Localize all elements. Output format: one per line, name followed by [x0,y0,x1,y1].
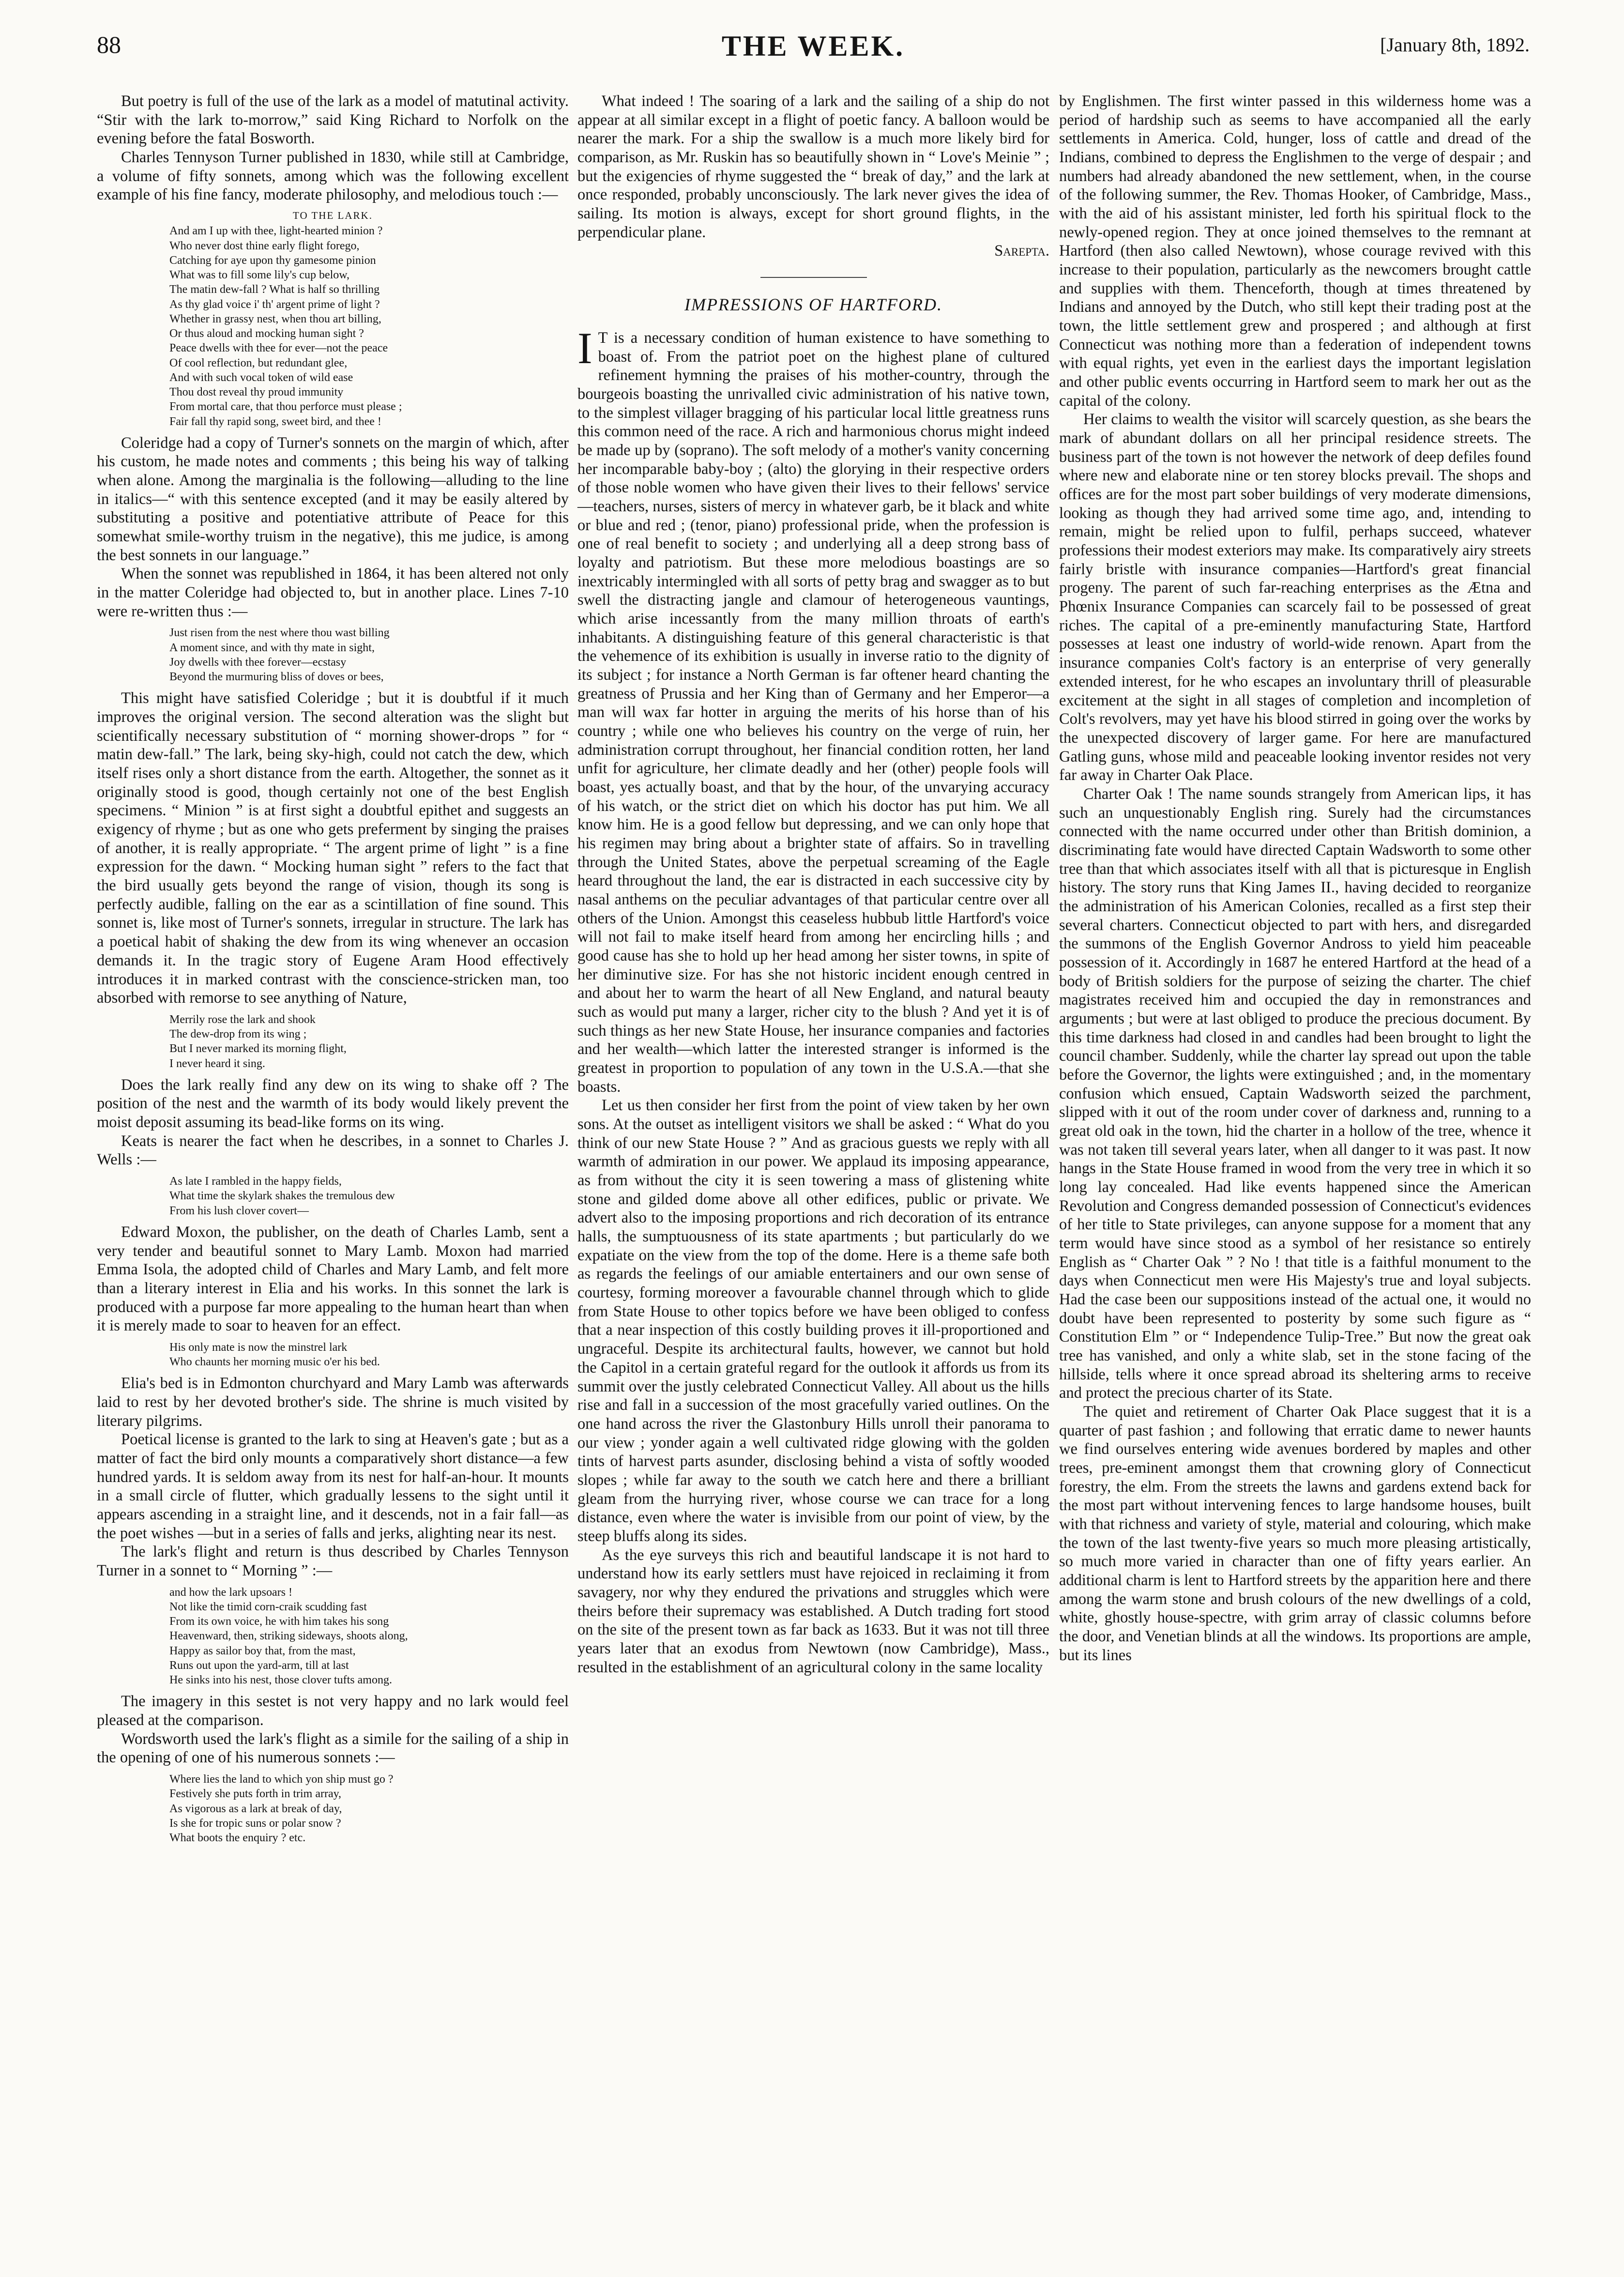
paragraph: Edward Moxon, the publisher, on the death of Charles Lamb, sent a very tender and beautiful sonnet to Mary Lamb. Moxon had married Emma Isola, the adopted child of Charles and Mary Lamb, and felt more than a literary interest in Elia and his works. In this sonnet the lark is produced with a purpose far more appealing to the human heart than when it is merely made to soar to heaven for an effect. [97,1223,569,1335]
poem-keats [169,1174,569,1218]
poem-line: Or thus aloud and mocking human sight ? [169,327,364,340]
paragraph: Charles Tennyson Turner published in 1830, while still at Cambridge, a volume of fifty sonnets, among which was the following excellent example of his fine fancy, moderate philosophy, and melodious touch :— [97,149,569,204]
poem-line: Fair fall thy rapid song, sweet bird, and thee ! [169,415,381,428]
issue-date: [January 8th, 1892. [1380,34,1530,56]
publication-title: THE WEEK. [721,30,905,62]
poem-line: Who chaunts her morning music o'er his bed. [169,1356,380,1369]
paragraph [577,323,1049,1097]
poem-line: Heavenward, then, striking sideways, shoots along, [169,1630,408,1643]
paragraph: When the sonnet was republished in 1864, it has been altered not only in the matter Coleridge had objected to, but in another place. Lines 7-10 were re-written thus :— [97,565,569,620]
poem-line: Beyond the murmuring bliss of doves or bees, [169,671,384,684]
paragraph: The quiet and retirement of Charter Oak Place suggest that it is a quarter of past fashion ; and following that erratic dame to newer haunts we find ourselves entering wide avenues bordered by maples and other trees, pre-eminent amongst them that crowning glory of Connecticut forestry, the elm. From the streets the lawns and gardens extend back for the most part without intervening fences to large handsome houses, built with that richness and variety of style, material and colouring, which make the town of the last twenty-five years so much more pleasing artistically, so much more varied in character than one of fifty years earlier. An additional charm is lent to Hartford streets by the apparition here and there among the warm stone and brush colours of the new dwellings of a cold, white, ghostly house-spectre, with grim array of classic columns before the door, and Venetian blinds at all the windows. Its proportions are ample, but its lines [1059,1403,1531,1664]
paragraph: Does the lark really find any dew on its wing to shake off ? The position of the nest and the warmth of its body would likely prevent the moist deposit assuming its bead-like forms on its wing. [97,1076,569,1131]
paragraph: What indeed ! The soaring of a lark and the sailing of a ship do not appear at all similar except in a flight of poetic fancy. A balloon would be nearer the mark. For a ship the swallow is a much more likely bird for comparison, as Mr. Ruskin has so beautifully shown in “ Love's Meinie ” ; but the exigencies of rhyme suggested the “ break of day,” and the lark at once responded, probably unconsciously. The lark never gives the idea of sailing. Its motion is always, except for short ground flights, in the perpendicular plane. [577,92,1049,241]
paragraph: The lark's flight and return is thus described by Charles Tennyson Turner in a sonnet to “ Morning ” :— [97,1543,569,1580]
poem-to-the-lark [169,209,569,429]
section-divider [760,277,867,278]
page-number: 88 [97,31,121,58]
poem-line: A moment since, and with thy mate in sight, [169,641,375,654]
poem-morning [169,1585,569,1688]
poem-line: Merrily rose the lark and shook [169,1013,316,1026]
poem-line: Who never dost thine early flight forego, [169,239,360,252]
poem-line: From its own voice, he with him takes his song [169,1615,389,1628]
poem-line: And with such vocal token of wild ease [169,371,353,384]
poem-line: The dew-drop from its wing ; [169,1028,307,1041]
poem-line: Where lies the land to which yon ship must go ? [169,1773,394,1786]
paragraph: This might have satisfied Coleridge ; but it is doubtful if it much improves the original version. The second alteration was the slight but scientifically necessary substitution of “ morning shower-drops ” for “ matin dew-fall.” The lark, being sky-high, could not catch the dew, which itself rises only a short distance from the earth. Altogether, the sonnet as it originally stood is good, though certainly not one of the best English specimens. “ Minion ” is at first sight a doubtful epithet and suggests an exigency of rhyme ; but as one who gets preferment by singing the praises of another, it is really appropriate. “ The argent prime of light ” is a fine expression for the dawn. “ Mocking human sight ” refers to the fact that the bird usually gets beyond the range of vision, though its song is perfectly audible, falling on the ear as a scintillation of fine sound. This sonnet is, like most of Turner's sonnets, irregular in structure. The lark has a poetical habit of shaking the dew from its wing whenever an occasion demands it. In the tragic story of Eugene Aram Hood effectively introduces it in marked contrast with the conscience-stricken man, too absorbed with remorse to see anything of Nature, [97,689,569,1007]
paragraph: Charter Oak ! The name sounds strangely from American lips, it has such an unquestionably English ring. Surely had the circumstances connected with the name occurred under other than British dominion, a discriminating fate would have directed Captain Wadsworth to some other tree than that which associates itself with all that is picturesque in English history. The story runs that King James II., having decided to reorganize the administration of his American Colonies, recalled as a first step their several charters. Connecticut objected to part with hers, and disregarded the summons of the English Governor Andross to yield him peaceable possession of it. Accordingly in 1687 he entered Hartford at the head of a body of British soldiers for the purpose of seizing the charter. The chief magistrates received him and occupied the day in remonstrances and arguments ; but were at last obliged to produce the precious document. By this time darkness had closed in and candles had been brought to light the council chamber. Suddenly, while the charter lay spread out upon the table before the Governor, the lights were extinguished ; and, in the momentary confusion which ensued, Captain Wadsworth seized the parchment, slipped with it out of the room under cover of darkness and, running to a great old oak in the town, hid the charter in a hollow of the tree, whence it was not taken till several years later, when all danger to it was past. It now hangs in the State House framed in wood from the very tree in which it so long lay concealed. Had like events happened since the American Revolution and Congress demanded possession of Connecticut's evidences of her title to State privileges, can anyone suppose for a moment that any term would have since stood as a symbol of her resistance so entirely English as “ Charter Oak ” ? No ! that title is a faithful monument to the days when Connecticut men were His Majesty's true and loyal subjects. Had the case been our suppositions instead of the actual one, it would no doubt have been represented to posterity by some such figure as “ Constitution Elm ” or “ Independence Tulip-Tree.” But now the great oak tree has vanished, and only a white slab, set in the stone facing of the hillside, tells where it once spread abroad its sheltering arms to receive and protect the precious charter of its State. [1059,785,1531,1402]
poem-title: TO THE LARK. [293,210,373,222]
poem-line: Of cool reflection, but redundant glee, [169,356,348,369]
author-signature: Sarepta. [994,242,1049,260]
paragraph: Wordsworth used the lark's flight as a simile for the sailing of a ship in the opening of one of his numerous sonnets :— [97,1730,569,1767]
paragraph: Keats is nearer the fact when he describes, in a sonnet to Charles J. Wells :— [97,1132,569,1169]
column-3 [1059,92,1531,1665]
poem-line: Peace dwells with thee for ever—not the peace [169,342,388,355]
paragraph: Elia's bed is in Edmonton churchyard and Mary Lamb was afterwards laid to rest by her devoted brother's side. The shrine is much visited by literary pilgrims. [97,1375,569,1430]
poem-line: Thou dost reveal thy proud immunity [169,386,344,399]
paragraph: Let us then consider her first from the point of view taken by her own sons. At the outset as intelligent visitors we shall be asked : “ What do you think of our new State House ? ” And as gracious guests we reply with all warmth of admiration in our power. We applaud its imposing appearance, as from without the city it is seen towering a mass of glistening white stone and gilded dome above all other edifices, public or private. We advert also to the imposing proportions and rich decoration of its entrance halls, the sumptuousness of its state apartments ; but particularly do we expatiate on the view from the top of the dome. Here is a theme safe both as regards the feelings of our amiable entertainers and our own sense of courtesy, forming moreover a favourable channel through which to glide from State House to other topics before we have been obliged to confess that a near inspection of this costly building proves it ill-proportioned and ungraceful. Despite its architectural faults, however, we cannot but hold the Capitol in a certain grateful regard for the outlook it affords us from its summit over the justly celebrated Connecticut Valley. All about us the hills rise and fall in a succession of the most gracefully varied outlines. On the one hand across the river the Glastonbury Hills unroll their panorama to our view ; yonder again a well cultivated ridge glowing with the golden tints of harvest parts asunder, disclosing behind a vista of softly wooded slopes ; while far away to the south we catch here and there a brilliant gleam from the hurrying river, whose course we can trace for a long distance, even where the water is invisible from our point of view, by the steep bluffs along its sides. [577,1097,1049,1545]
paragraph-text: T is a necessary condition of human existence to have something to boast of. From the patriot poet on the highest plane of cultured refinement hymning the praises of his mother-country, through the bourgeois boasting the unrivalled civic administration of his native town, to the simplest villager bragging of his particular local little greatness runs this common need of the race. A rich and harmonious chorus might indeed be made up by (soprano). The soft melody of a mother's vanity concerning her incomparable baby-boy ; (alto) the glorying in their respective orders of those noble women who have given their lives to their fellows' service—teachers, nurses, sisters of mercy in whatever garb, be it black and white or blue and red ; (tenor, piano) professional pride, when the profession is one of real benefit to society ; and underlying all a deep strong bass of loyalty and patriotism. But these more melodious boastings are so inextricably intermingled with all sorts of petty brag and swagger as to but swell the distracting jangle and clamour of heterogeneous vauntings, which arise incessantly from the many million throats of earth's inhabitants. A distinguishing feature of this general characteristic is that the vehemence of its exhibition is usually in inverse ratio to the dignity of its subject ; for instance a North German is far oftener heard chanting the greatness of Prussia and her King than of Germany and her Emperor—a man will wax far hotter in arguing the merits of his horse than of his country ; while one who believes his country on the verge of ruin, her administration corrupt throughout, her financial condition rotten, her land unfit for agriculture, her climate deadly and her (other) people fools will boast, yes actually boast, and that by the hour, of the unvarying accuracy of his watch, or the strict diet on which his doctor has put him. We all know him. He is a good fellow but depressing, and we can only hope that his regimen may bring about a brighter state of affairs. So in travelling through the United States, above the perpetual screaming of the Eagle heard throughout the land, the ear is distracted in each successive city by nasal anthems on the peculiar advantages of that particular centre over all others of the Union. Amongst this ceaseless hubbub little Hartford's voice will not fail to make itself heard from among her encircling hills ; and good cause has she to hold up her head among her sister towns, in spite of her diminutive size. For has she not historic incident enough centred in and about her to warm the heart of all New England, and natural beauty such as would put many a larger, richer city to the blush ? And yet it is of such things as her new State House, her insurance companies and factories and her wealth—which latter the interested stranger is informed is the greatest in proportion to population of any town in the U.S.A.—that she boasts. [577,329,1049,1096]
poem-eugene-aram [169,1012,569,1071]
poem-line: The matin dew-fall ? What is half so thrilling [169,283,380,296]
poem-line: Joy dwells with thee forever—ecstasy [169,656,347,669]
poem-line: Festively she puts forth in trim array, [169,1788,342,1801]
paragraph: Coleridge had a copy of Turner's sonnets on the margin of which, after his custom, he made notes and comments ; this being his way of talking when alone. Among the marginalia is the following—alluding to the line in italics—“ with this sentence excepted (and it may be easily altered by substituting a positive and potentiative attribute of Peace for this somewhat smile-worthy truism in the negative), this me judice, is among the best sonnets in our language.” [97,434,569,564]
poem-line: I never heard it sing. [169,1057,265,1070]
paragraph: Poetical license is granted to the lark to sing at Heaven's gate ; but as a matter of fact the bird only mounts a comparatively short distance—a few hundred yards. It is seldom away from its nest for half-an-hour. It mounts in a small circle of flutter, which gradually lessens to the sight until it appears ascending in a straight line, and it descends, not in a fair fall—as the poet wishes —but in a series of falls and jerks, alighting near its nest. [97,1431,569,1542]
paragraph: As the eye surveys this rich and beautiful landscape it is not hard to understand how its early settlers must have rejoiced in reclaiming it from savagery, nor why they endured the privations and struggles which were theirs before their supremacy was established. A Dutch trading fort stood on the site of the present town as far back as 1633. But it was not till three years later that an exodus from Newtown (now Cambridge), Mass., resulted in the establishment of an agricultural colony in the same locality [577,1546,1049,1676]
poem-line: Whether in grassy nest, when thou art billing, [169,312,381,325]
poem-line: Happy as sailor boy that, from the mast, [169,1644,356,1657]
poem-line: As thy glad voice i' th' argent prime of light ? [169,298,380,311]
paragraph: by Englishmen. The first winter passed in this wilderness home was a period of hardship such as seems to have accompanied all the early settlements in America. Cold, hunger, loss of cattle and dread of the Indians, combined to depress the Englishmen to the verge of despair ; and numbers had already abandoned the new settlement, when, in the course of the following summer, the Rev. Thomas Hooker, of Cambridge, Mass., with the aid of his assistant minister, led forth his spiritual flock to the newly-opened region. They at once joined themselves to the remnant at Hartford (then also called Newtown), whose courage revived with this increase to their population, particularly as the newcomers brought cattle and supplies with them. Thenceforth, though at times threatened by Indians and annoyed by the Dutch, who still kept their trading post at the town, the little settlement grew and prospered ; and although at first Connecticut was nothing more than a federation of independent towns with equal rights, yet even in the earliest days the important legislation and other public events occurring in Hartford seem to mark her out as the capital of the colony. [1059,92,1531,410]
paragraph: The imagery in this sestet is not very happy and no lark would feel pleased at the comparison. [97,1693,569,1729]
poem-line: Not like the timid corn-craik scudding fast [169,1600,367,1613]
poem-line: Runs out upon the yard-arm, till at last [169,1659,349,1672]
poem-line: Catching for aye upon thy gamesome pinion [169,254,376,267]
poem-line: He sinks into his nest, those clover tufts among. [169,1674,392,1687]
paragraph: Her claims to wealth the visitor will scarcely question, as she bears the mark of abundant dollars on all her principal residence streets. The business part of the town is not however the network of deep defiles found where new and elaborate nine or ten storey blocks prevail. The shops and offices are for the most part sober buildings of very moderate dimensions, looking as though they had arrived some time ago, and, intending to remain, might be relied upon to fulfil, perhaps succeed, whatever professions their modest exteriors may make. Its comparatively airy streets fairly bristle with insurance companies—Hartford's great financial progeny. The parent of such far-reaching enterprises as the Ætna and Phœnix Insurance Companies can scarcely fail to be possessed of great riches. The capital of a pre-eminently manufacturing State, Hartford possesses at least one industry of world-wide renown. Apart from the insurance companies Colt's factory is an enterprise of very generally extended interest, for he who escapes an involuntary thrill of pleasurable excitement at the sight in all stages of completion and incompletion of Colt's revolvers, may yet have his blood stirred in going over the works by the unexpected discovery of larger game. For here are manufactured Gatling guns, whose mild and peaceable looking inventor resides not very far away in Charter Oak Place. [1059,411,1531,784]
poem-line: And am I up with thee, light-hearted minion ? [169,225,383,238]
paragraph: But poetry is full of the use of the lark as a model of matutinal activity. “Stir with the lark to-morrow,” said King Richard to Norfolk on the evening before the fatal Bosworth. [97,92,569,148]
poem-line: As late I rambled in the happy fields, [169,1175,342,1188]
poem-line: But I never marked its morning flight, [169,1042,347,1055]
drop-cap: I [577,323,592,373]
poem-line: Is she for tropic suns or polar snow ? [169,1817,341,1830]
poem-wordsworth [169,1772,569,1845]
poem-line: What was to fill some lily's cup below, [169,269,350,282]
column-1 [97,92,569,1850]
poem-line: What time the skylark shakes the tremulous dew [169,1190,395,1203]
poem-line: His only mate is now the minstrel lark [169,1341,348,1354]
column-2 [577,92,1049,1677]
poem-line: What boots the enquiry ? etc. [169,1832,306,1844]
poem-rewritten-lines [169,626,569,684]
poem-line: From his lush clover covert— [169,1204,309,1217]
poem-line: As vigorous as a lark at break of day, [169,1802,342,1815]
article-title: IMPRESSIONS OF HARTFORD. [684,295,942,315]
poem-line: From mortal care, that thou perforce must please ; [169,400,402,413]
poem-line: and how the lark upsoars ! [169,1586,292,1599]
poem-moxon [169,1340,569,1369]
poem-line: Just risen from the nest where thou wast billing [169,627,390,640]
page-header [97,27,1530,70]
